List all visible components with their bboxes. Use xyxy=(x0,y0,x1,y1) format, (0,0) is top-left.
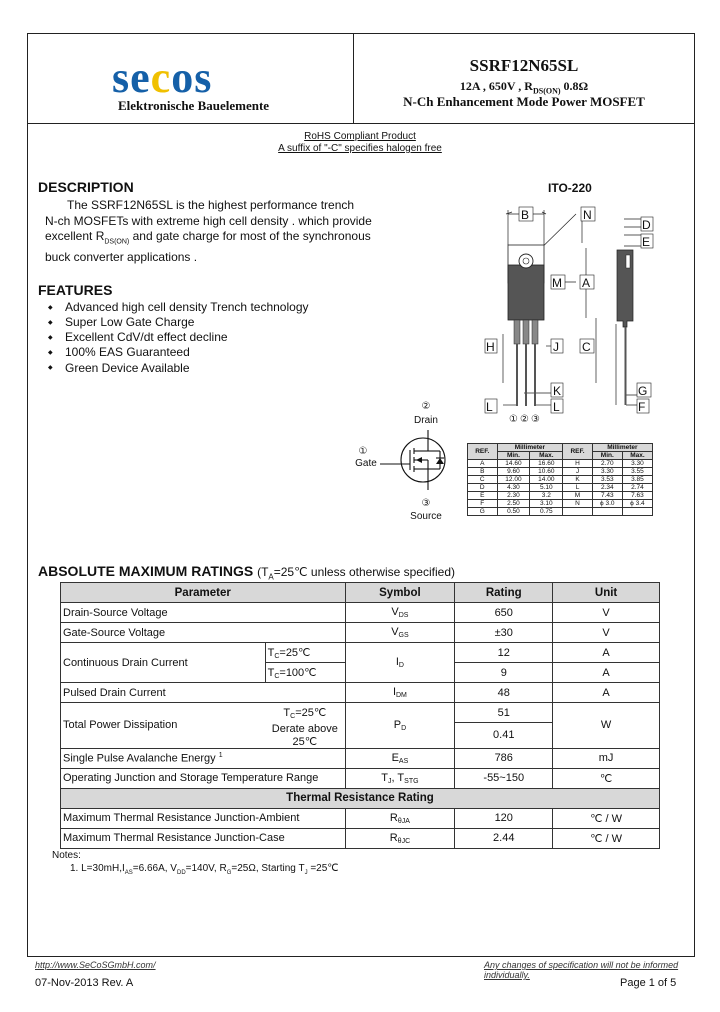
feature-item: ◆ 100% EAS Guaranteed xyxy=(48,345,309,360)
table-row: Maximum Thermal Resistance Junction-Case $R_{\theta JC}$ 2.44 ℃ / W xyxy=(61,828,660,848)
feature-item: ◆ Excellent CdV/dt effect decline xyxy=(48,330,309,345)
dim-row: F 2.50 3.10 N ϕ 3.0 ϕ 3.4 xyxy=(468,500,653,508)
table-row: Total Power Dissipation $T_C=25℃$ $P_D$ 51 W xyxy=(61,703,660,723)
spec-line: 12A , 650V , $R_{DS(ON)}$ 0.8Ω xyxy=(459,79,589,96)
logo-subtitle: Elektronische Bauelemente xyxy=(118,98,270,113)
page-number: Page 1 of 5 xyxy=(620,977,677,989)
table-row: Maximum Thermal Resistance Junction-Ambient $R_{\theta JA}$ 120 ℃ / W xyxy=(61,808,660,828)
table-row: Drain-Source Voltage $V_{DS}$ 650 V xyxy=(61,603,660,623)
table-row: Single Pulse Avalanche Energy $^1$ $E_{AS}$ 786 mJ xyxy=(61,748,660,768)
dim-row: B 9.60 10.60 J 3.30 3.55 xyxy=(468,468,653,476)
dim-row: A 14.60 16.60 H 2.70 3.30 xyxy=(468,460,653,468)
ratings-table: Parameter Symbol Rating Unit Drain-Source Voltage $V_{DS}$ 650 V Gate-Source Voltage $V_{GS}$ ±30 V Continuous Drain Current $T_C=25℃$ $I_D$ 12 A $T_C=100℃$ 9 A Pulsed Drain Current $I_{DM}$ 48 A Total Power Dissipation $T_C=25℃$ $P_D$ 51 W Derate above 25℃ 0.41 Single Pulse Avalanche Energy $^1$ $E_{AS}$ 786 mJ Operating Junction and Storage Temperature Range $T_J$, $T_{STG}$ -55~150 ℃ Thermal Resistance Rating Maximum Thermal Resistance Junction-Ambient $R_{\theta JA}$ 120 ℃ / W Maximum Thermal Resistance Junction-Case $R_{\theta JC}$ 2.44 ℃ / W xyxy=(60,582,660,849)
source-pin-number: ③ xyxy=(421,498,431,509)
gate-pin-number: ① xyxy=(358,446,368,457)
description-text: The SSRF12N65SL is the highest performance trench N-ch MOSFETs with extreme high cell density . which provide excellent $R_{DS(ON)}$ and gate charge for most of the synchronous buck converter applications . xyxy=(45,198,372,264)
table-row: Gate-Source Voltage $V_{GS}$ ±30 V xyxy=(61,623,660,643)
table-row: Operating Junction and Storage Temperature Range $T_J$, $T_{STG}$ -55~150 ℃ xyxy=(61,768,660,788)
dim-label-k: K xyxy=(553,384,562,398)
table-row: Pulsed Drain Current $I_{DM}$ 48 A xyxy=(61,683,660,703)
dim-label-l2: L xyxy=(553,400,560,414)
dim-label-n: N xyxy=(583,208,592,222)
notes: Notes: 1. $L=30mH,I_{AS}=6.66A$, $V_{DD}=140V$, $R_G=25\Omega$, Starting $T_J$ =25℃ xyxy=(52,850,339,876)
feature-item: ◆ Green Device Available xyxy=(48,361,309,376)
table-row: $T_C=100℃$ 9 A xyxy=(61,663,660,683)
disclaimer: Any changes of specification will not be informed individually. xyxy=(484,960,679,980)
mosfet-symbol xyxy=(350,398,470,522)
dim-label-c: C xyxy=(582,340,591,354)
drain-label: Drain xyxy=(414,415,438,426)
part-number: SSRF12N65SL xyxy=(469,56,579,75)
rohs-notice: RoHS Compliant Product A suffix of "-C" specifies halogen free xyxy=(278,131,442,154)
dim-row: G 0.50 0.75 xyxy=(468,508,653,516)
dim-label-a: A xyxy=(582,276,591,290)
package-drawing xyxy=(476,200,666,430)
header-divider xyxy=(27,123,694,124)
dim-label-g: G xyxy=(638,384,648,398)
dim-row: C 12.00 14.00 K 3.53 3.85 xyxy=(468,476,653,484)
dim-row: D 4.30 5.10 L 2.34 2.74 xyxy=(468,484,653,492)
dim-label-l: L xyxy=(486,400,493,414)
source-label: Source xyxy=(410,511,442,522)
device-type: N-Ch Enhancement Mode Power MOSFET xyxy=(403,94,645,109)
pin-3-label: ③ xyxy=(531,414,540,425)
package-name: ITO-220 xyxy=(548,181,592,195)
dim-label-m: M xyxy=(552,276,562,290)
website-link[interactable]: http://www.SeCoSGmbH.com/ xyxy=(35,960,156,970)
feature-item: ◆ Advanced high cell density Trench technology xyxy=(48,300,309,315)
secos-logo: secos xyxy=(112,53,213,102)
dim-label-b: B xyxy=(521,208,530,222)
features-list xyxy=(48,300,309,376)
dim-label-e: E xyxy=(642,235,651,249)
features-heading: FEATURES xyxy=(38,282,113,298)
table-row: Derate above 25℃ 0.41 xyxy=(61,723,660,749)
pin-1-label: ① xyxy=(509,414,518,425)
table-row: Continuous Drain Current $T_C=25℃$ $I_D$ 12 A xyxy=(61,643,660,663)
dim-label-d: D xyxy=(642,218,651,232)
dim-label-h: H xyxy=(486,340,495,354)
dim-label-f: F xyxy=(638,400,646,414)
description-heading: DESCRIPTION xyxy=(38,179,134,195)
dim-row: E 2.30 3.2 M 7.43 7.63 xyxy=(468,492,653,500)
dim-label-j: J xyxy=(553,340,559,354)
drain-pin-number: ② xyxy=(421,401,431,412)
pin-2-label: ② xyxy=(520,414,529,425)
revision-date: 07-Nov-2013 Rev. A xyxy=(35,977,134,989)
dimension-table: REF. Millimeter REF. Millimeter Min. Max. Min. Max. A 14.60 16.60 H 2.70 3.30 B 9.60 10.60 J 3.30 3.55 C 12.00 14.00 K 3.53 3.85 D 4.30 5.10 L 2.34 2.74 E 2.30 3.2 M 7.43 7.63 F 2.50 3.10 N ϕ 3.0 ϕ 3.4 G 0.50 0.75 xyxy=(467,443,653,516)
amr-title: ABSOLUTE MAXIMUM RATINGS ($T_A=25℃$ unless otherwise specified) xyxy=(38,563,455,582)
feature-item: ◆ Super Low Gate Charge xyxy=(48,315,309,330)
gate-label: Gate xyxy=(355,458,377,469)
